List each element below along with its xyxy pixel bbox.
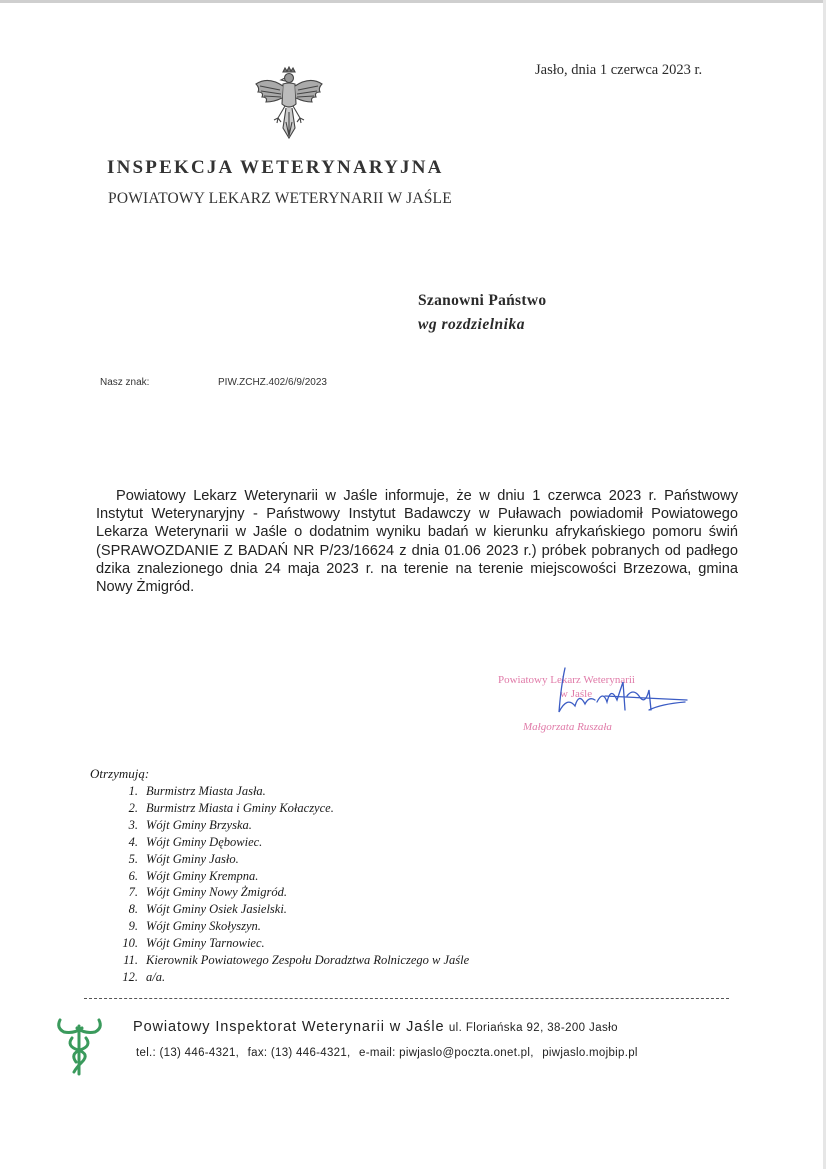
- caduceus-icon: [52, 1014, 107, 1078]
- handwritten-signature: [545, 666, 690, 722]
- addressee-line-2: wg rozdzielnika: [418, 316, 525, 333]
- list-item: 3. Wójt Gminy Brzyska.: [128, 817, 252, 832]
- footer-tel: tel.: (13) 446-4321,: [136, 1047, 240, 1059]
- list-item: 4. Wójt Gminy Dębowiec.: [128, 834, 263, 849]
- list-item: 9. Wójt Gminy Skołyszyn.: [128, 919, 261, 934]
- footer-contact-line: [136, 1047, 643, 1059]
- list-item: 12. a/a.: [122, 969, 166, 984]
- list-item: 6. Wójt Gminy Krempna.: [128, 868, 259, 883]
- list-item: 5. Wójt Gminy Jasło.: [128, 851, 239, 866]
- recipients-list: [112, 783, 469, 986]
- footer-org-line: [133, 1018, 618, 1036]
- stamp-title: Powiatowy Lekarz Weterynarii: [498, 674, 635, 686]
- list-item: 11. Kierownik Powiatowego Zespołu Doradztwa Rolniczego w Jaśle: [123, 953, 470, 968]
- footer-fax: fax: (13) 446-4321,: [247, 1047, 351, 1059]
- reference-label: Nasz znak:: [100, 377, 150, 388]
- footer-address: ul. Floriańska 92, 38-200 Jasło: [448, 1022, 618, 1034]
- footer-divider: [84, 998, 729, 999]
- addressee-line-1: Szanowni Państwo: [418, 292, 547, 309]
- letter-date: Jasło, dnia 1 czerwca 2023 r.: [535, 62, 703, 78]
- list-item: 1. Burmistrz Miasta Jasła.: [128, 784, 266, 798]
- list-item: 8. Wójt Gminy Osiek Jasielski.: [128, 902, 287, 917]
- reference-number: PIW.ZCHZ.402/6/9/2023: [218, 377, 327, 388]
- list-item: 7. Wójt Gminy Nowy Żmigród.: [128, 885, 287, 900]
- list-item: 10. Wójt Gminy Tarnowiec.: [122, 936, 265, 951]
- eagle-emblem-icon: [252, 66, 326, 146]
- stamp-name: Małgorzata Ruszała: [523, 721, 612, 733]
- list-item: 2. Burmistrz Miasta i Gminy Kołaczyce.: [128, 800, 334, 815]
- scan-edge-top: [0, 0, 826, 3]
- org-title: INSPEKCJA WETERYNARYJNA: [107, 157, 444, 178]
- letter-body: Powiatowy Lekarz Weterynarii w Jaśle informuje, że w dniu 1 czerwca 2023 r. Państwowy Instytut Weterynaryjny - Państwowy Instytut Badawczy w Puławach powiadomił Powiatowego Lekarza Weterynarii w Jaśle o dodatnim wyniku badań w kierunku afrykańskiego pomoru świń (SPRAWOZDANIE Z BADAŃ NR P/23/16624 z dnia 01.06 2023 r.) próbek pobranych od padłego dzika znalezionego dnia 24 maja 2023 r. na terenie na terenie miejscowości Brzezowa, gmina Nowy Żmigród.: [96, 488, 738, 596]
- footer-email[interactable]: e-mail: piwjaslo@poczta.onet.pl,: [359, 1047, 534, 1059]
- org-subtitle: POWIATOWY LEKARZ WETERYNARII W JAŚLE: [108, 190, 452, 207]
- footer-website[interactable]: piwjaslo.mojbip.pl: [542, 1047, 638, 1059]
- footer-org-name: Powiatowy Inspektorat Weterynarii w Jaśle: [133, 1019, 445, 1035]
- recipients-heading: Otrzymują:: [90, 766, 150, 781]
- stamp-subtitle: w Jaśle: [560, 688, 593, 700]
